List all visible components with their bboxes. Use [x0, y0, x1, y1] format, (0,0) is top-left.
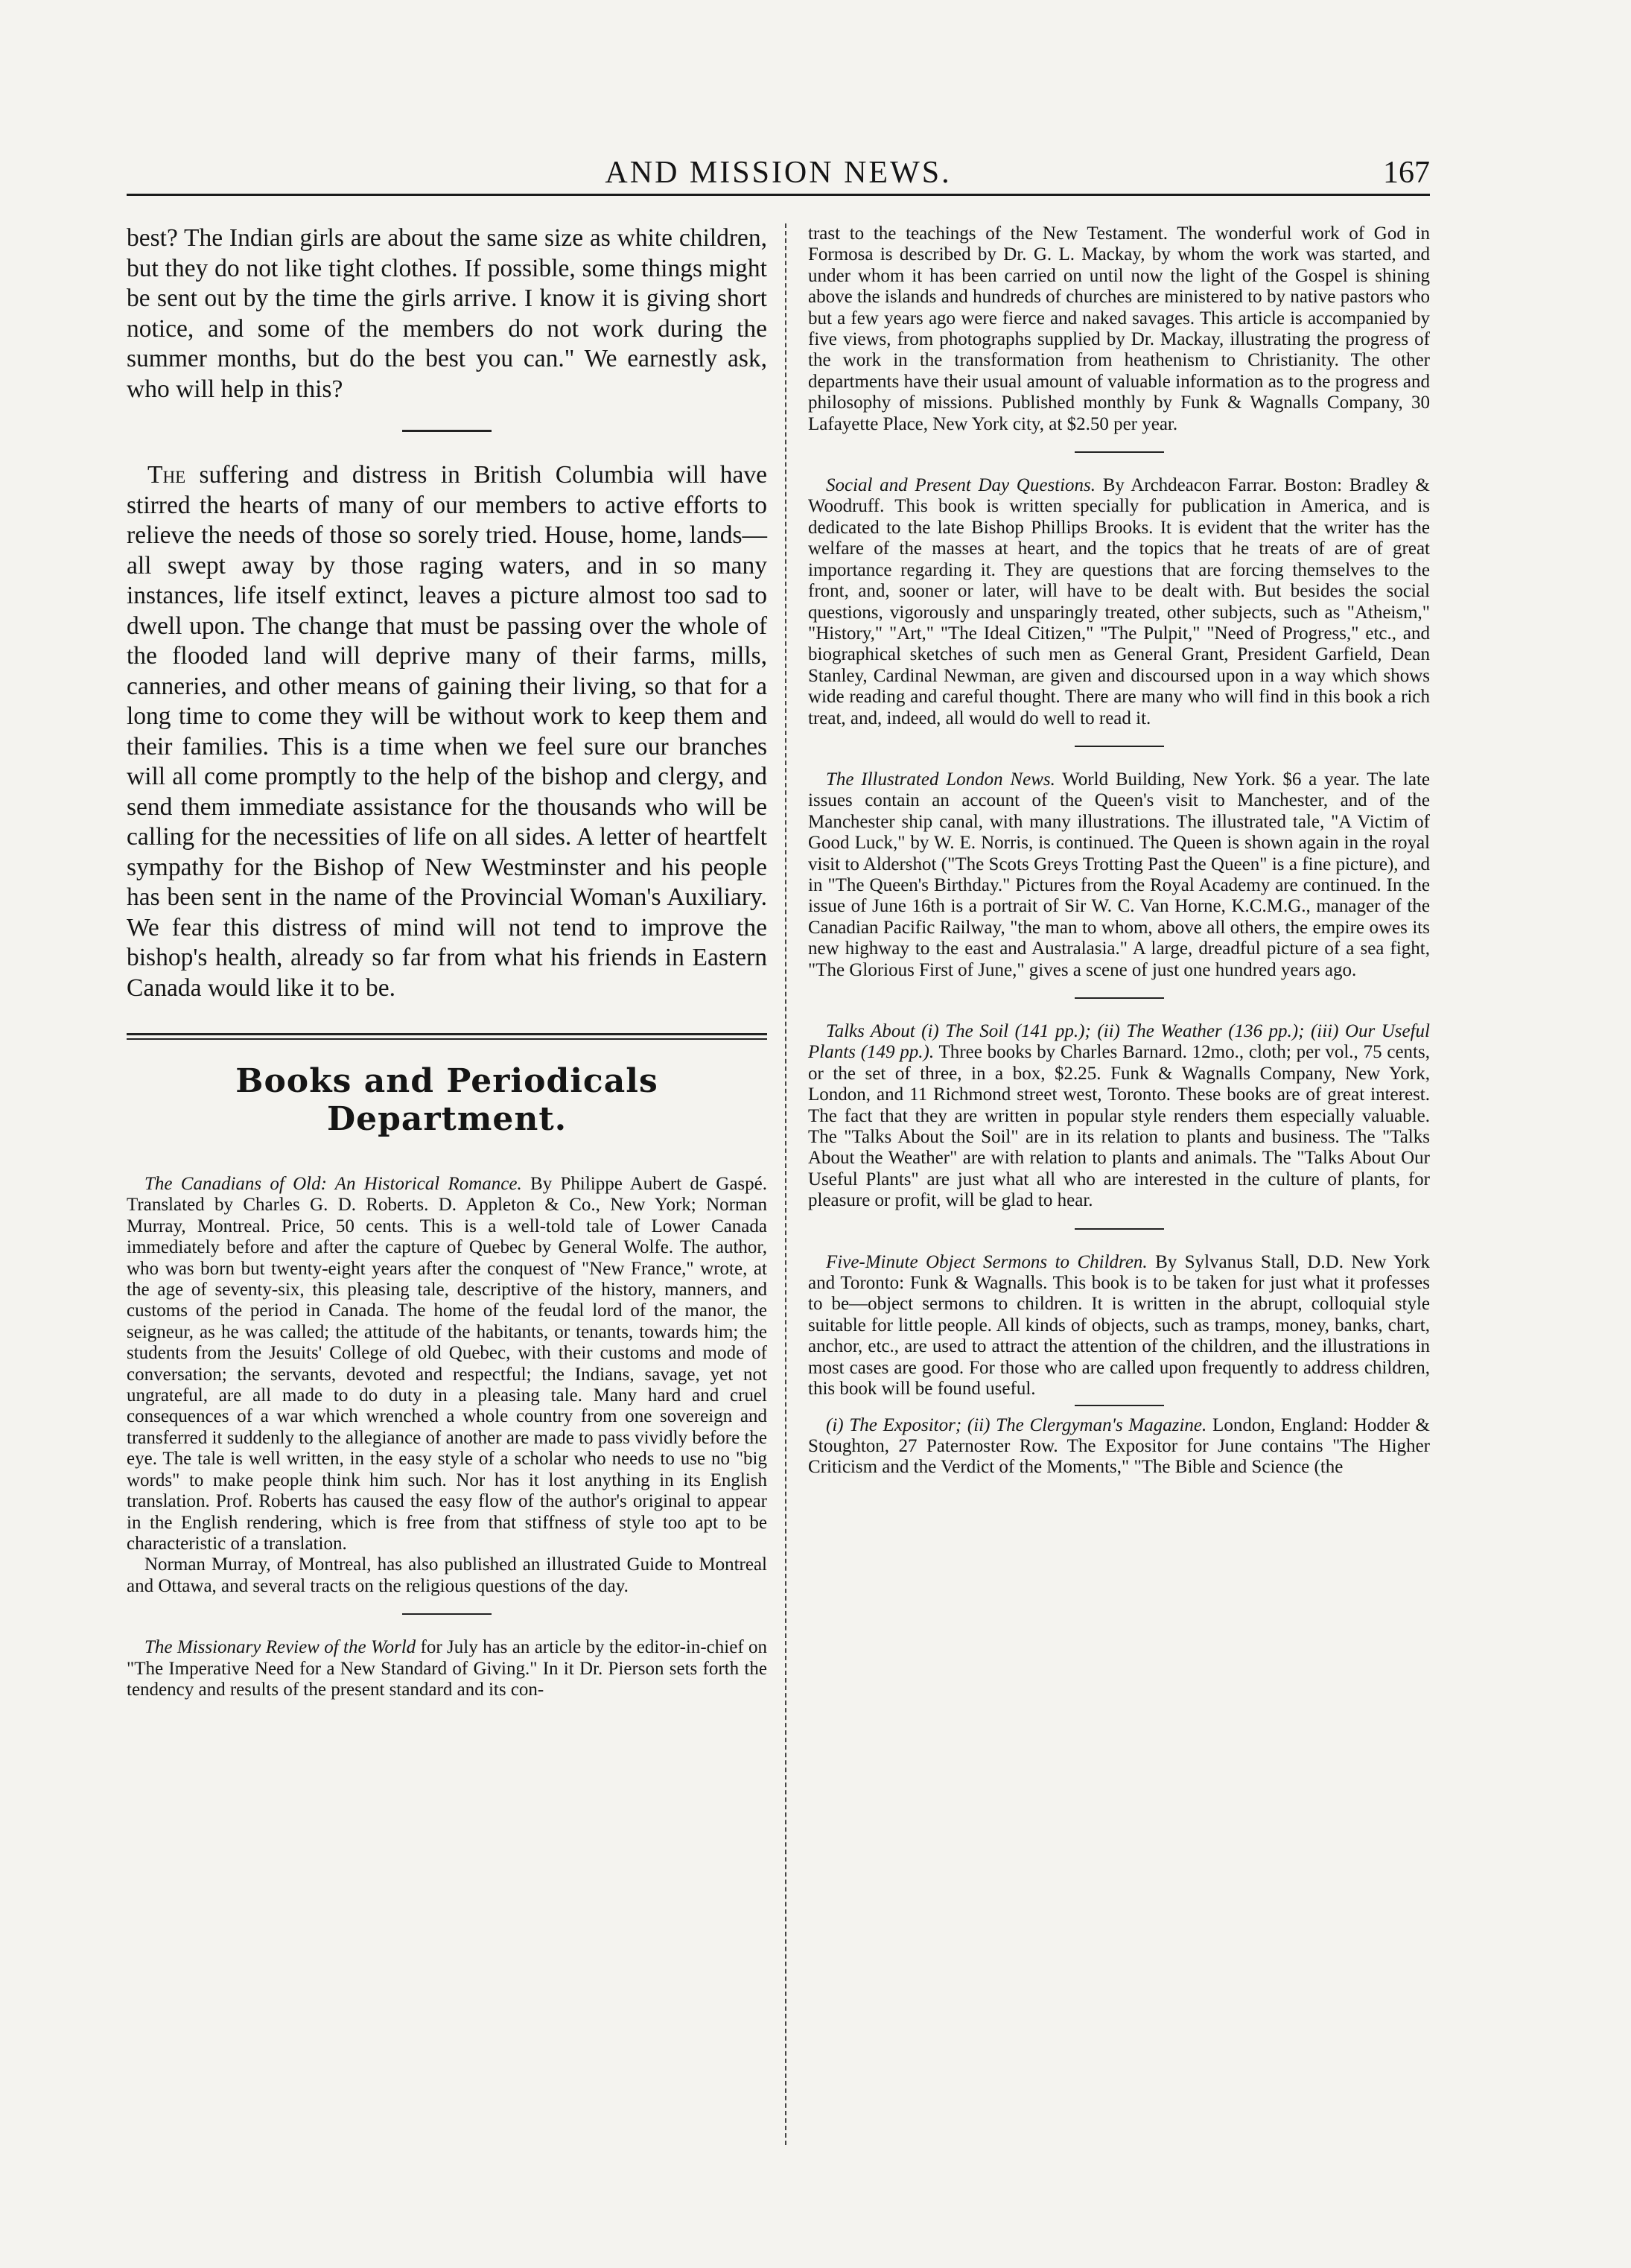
review-divider: [1075, 746, 1164, 747]
department-heading: Books and Periodicals Department.: [235, 1062, 658, 1138]
review-title: Social and Present Day Questions.: [826, 475, 1096, 496]
review-title: The Canadians of Old: An Historical Romance.: [144, 1174, 522, 1194]
review-paragraph: [808, 769, 1430, 981]
review-body: By Archdeacon Farrar. Boston: Bradley & Woodruff. This book is written specially for publication in America, and is dedicated to the late Bishop Phillips Brooks. It is evident that the writer has the welfare of the masses at heart, and the topics that he treats of are of great importance regarding it. They are questions that are forcing themselves to the front, and, sooner or later, will have to be dealt with. But besides the social questions, vigorously and unsparingly treated, other subjects, such as "Atheism," "History," "Art," "The Ideal Citizen," "The Pulpit," "Need of Progress," etc., and biographical sketches of such men as General Grant, President Garfield, Dean Stanley, Cardinal Newman, are given and discoursed upon in a way which shows wide reading and careful thought. There are many who will find in this book a rich treat, and, indeed, all would do well to read it.: [808, 475, 1431, 728]
review-body: By Philippe Aubert de Gaspé. Translated by Charles G. D. Roberts. D. Appleton & Co., New York; Norman Murray, Montreal. Price, 50 cents. This is a well-told tale of Lower Canada immediately before and after the capture of Quebec by General Wolfe. The author, who was born but twenty-eight years after the conquest of "New France," wrote, at the age of seventy-six, this pleasing tale, descriptive of the history, manners, and customs of the period in Canada. The home of the feudal lord of the manor, the seigneur, as he was called; the attitude of the habitants, or tenants, towards him; the students from the Jesuits' College of old Quebec, with their customs and mode of conversation; the servants, devoted and respectful; the Indians, savage, yet not ungrateful, are all made to do duty in a pleasing tale. Many hard and cruel consequences of a war which wrenched a whole country from one sovereign and transferred it suddenly to the allegiance of another are made to pass vividly before the eye. The tale is well written, in the easy style of a scholar who needs to use no "big words" to make people think him such. Nor has it lost anything in its English translation. Prof. Roberts has caused the easy flow of the author's original to appear in the English rendering, which is free from that stiffness of style too apt to be characteristic of a translation.: [127, 1174, 767, 1554]
running-head: [127, 149, 1430, 196]
review-divider: [402, 1613, 492, 1615]
review-entry: [127, 1637, 767, 1700]
review-entry: [808, 1021, 1430, 1212]
review-paragraph: [127, 1174, 767, 1554]
review-body: Three books by Charles Barnard. 12mo., cloth; per vol., 75 cents, or the set of three, in a box, $2.25. Funk & Wagnalls Company, New York, London, and 11 Richmond street west, Toronto. These books are of great interest. The fact that they are written in popular style renders them especially valuable. The "Talks About the Soil" are in its relation to plants and business. The "Talks About the Weather" are with relation to plants and animals. The "Talks About Our Useful Plants" are just what all who are interested in the culture of plants, for pleasure or profit, will be glad to hear.: [808, 1042, 1430, 1211]
page-number: 167: [1383, 156, 1430, 190]
review-title: The Illustrated London News.: [826, 769, 1055, 790]
review-title: Five-Minute Object Sermons to Children.: [826, 1251, 1148, 1272]
lead-section: [127, 223, 767, 1003]
review-paragraph: [808, 223, 1430, 435]
review-body: By Sylvanus Stall, D.D. New York and Toronto: Funk & Wagnalls. This book is to be taken for just what it professes to be—object sermons to children. It is written in the abrupt, colloquial style suitable for little people. All kinds of objects, such as tramps, money, banks, chart, anchor, etc., are used to attract the attention of the children, and the illustrations in most cases are good. For those who are called upon frequently to address children, this book will be found useful.: [808, 1251, 1430, 1400]
review-body: World Building, New York. $6 a year. The late issues contain an account of the Queen's visit to Manchester, and of the Manchester ship canal, with many illustrations. The illustrated tale, "A Victim of Good Luck," by W. E. Norris, is continued. The Queen is shown again in the royal visit to Aldershot ("The Scots Greys Trotting Past the Queen" is a fine picture), and in "The Queen's Birthday." Pictures from the Royal Academy are continued. In the issue of June 16th is a portrait of Sir W. C. Van Horne, K.C.M.G., manager of the Canadian Pacific Railway, "the man to whom, above all others, the empire owes its new highway to the east and Australasia." A large, dreadful picture of a sea fight, "The Glorious First of June," gives a scene of just one hundred years ago.: [808, 769, 1430, 980]
column-rule: [785, 223, 786, 2145]
department-rule: [127, 1033, 767, 1040]
review-paragraph: [127, 1637, 767, 1700]
review-body: for July has an article by the editor-in-chief on "The Imperative Need for a New Standard of Giving." In it Dr. Pierson sets forth the tendency and results of the present standard and its con-: [127, 1637, 768, 1700]
review-divider: [1075, 451, 1164, 453]
review-paragraph: Norman Murray, of Montreal, has also published an illustrated Guide to Montreal and Ottawa, and several tracts on the religious questions of the day.: [127, 1554, 767, 1596]
review-entry: [808, 475, 1430, 729]
review-title: The Missionary Review of the World: [144, 1637, 416, 1658]
review-paragraph: [808, 475, 1430, 729]
review-paragraph: [808, 1252, 1430, 1400]
review-entry: [808, 1252, 1430, 1400]
review-entry: [808, 769, 1430, 981]
review-title: (i) The Expositor; (ii) The Clergyman's Magazine.: [826, 1414, 1207, 1435]
review-entry: [808, 223, 1430, 435]
review-title: Talks About (i) The Soil (141 pp.); (ii) The Weather (136 pp.); (iii) Our Useful Plants (149 pp.).: [808, 1021, 1430, 1063]
section-divider: [402, 430, 492, 432]
review-divider: [1075, 1405, 1164, 1406]
lead-word: The: [147, 461, 186, 489]
lead-paragraph: best? The Indian girls are about the same size as white children, but they do not like tight clothes. If possible, some things might be sent out by the time the girls arrive. I know it is giving short notice, and some of the members do not work during the summer months, but do the best you can." We earnestly ask, who will help in this?: [127, 224, 767, 403]
running-title: AND MISSION NEWS.: [605, 156, 952, 190]
left-column: [127, 223, 767, 1700]
lead-paragraph: [127, 460, 767, 1003]
review-divider: [1075, 997, 1164, 999]
review-paragraph: [808, 1021, 1430, 1212]
right-column: [808, 223, 1430, 1478]
review-body: London, England: Hodder & Stoughton, 27 Paternoster Row. The Expositor for June contains "The Higher Criticism and the Verdict of the Moments," "The Bible and Science (the: [808, 1414, 1431, 1478]
review-entry: [127, 1174, 767, 1597]
review-entry: [808, 1415, 1430, 1478]
review-paragraph: [808, 1415, 1430, 1478]
review-divider: [1075, 1228, 1164, 1230]
lead-paragraph-text: suffering and distress in British Columbia will have stirred the hearts of many of our members to active efforts to relieve the needs of those so sorely tried. House, home, lands—all swept away by those raging waters, and in so many instances, life itself extinct, leaves a picture almost too sad to dwell upon. The change that must be passing over the whole of the flooded land will deprive many of their farms, mills, canneries, and other means of gaining their living, so that for a long time to come they will be without work to keep them and their families. This is a time when we feel sure our branches will all come promptly to the help of the bishop and clergy, and send them immediate assistance for the thousands who will be calling for the necessities of life on all sides. A letter of heartfelt sympathy for the Bishop of New Westminster and his people has been sent in the name of the Provincial Woman's Auxiliary. We fear this distress of mind will not tend to improve the bishop's health, already so far from what his friends in Eastern Canada would like it to be.: [127, 461, 768, 1002]
review-body: trast to the teachings of the New Testament. The wonderful work of God in Formosa is described by Dr. G. L. Mackay, by whom the work was started, and under whom it has been carried on until now the light of the Gospel is shining above the islands and hundreds of churches are ministered to by native pastors who but a few years ago were fierce and naked savages. This article is accompanied by five views, from photographs supplied by Dr. Mackay, illustrating the progress of the work in the transformation from heathenism to Christianity. The other departments have their usual amount of valuable information as to the progress and philosophy of missions. Published monthly by Funk & Wagnalls Company, 30 Lafayette Place, New York city, at $2.50 per year.: [808, 223, 1430, 434]
